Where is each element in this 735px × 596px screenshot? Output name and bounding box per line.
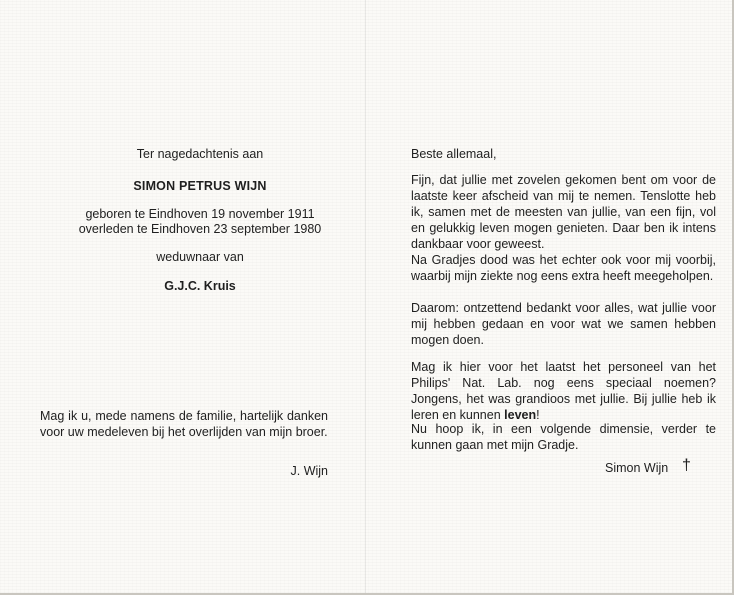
paragraph-philips	[411, 359, 716, 423]
widower-line: weduwnaar van	[156, 250, 244, 264]
paragraph-thanks: Daarom: ontzettend bedankt voor alles, wat jullie voor mij hebben gedaan en voor wat we samen hebben mogen doen.	[411, 301, 716, 347]
thanks-text: Mag ik u, mede namens de familie, hartelijk danken voor uw medeleven bij het overlijden van mijn broer.	[40, 409, 328, 439]
deceased-name: SIMON PETRUS WIJN	[133, 179, 267, 193]
death-line: overleden te Eindhoven 23 september 1980	[78, 222, 322, 236]
greeting: Beste allemaal,	[411, 147, 497, 161]
paragraph-farewell: Fijn, dat jullie met zovelen gekomen bent om voor de laatste keer afscheid van mij te nemen. Tenslotte heb ik, samen met de meesten van jullie, van een fijn, vol en gelukkig leven mogen genieten. Daar ben ik intens dankbaar voor geweest.	[411, 173, 716, 251]
birth-line: geboren te Eindhoven 19 november 1911	[85, 207, 315, 221]
paragraph-hope: Nu hoop ik, in een volgende dimensie, verder te kunnen gaan met mijn Gradje.	[411, 422, 716, 452]
right-signature: Simon Wijn	[605, 461, 669, 475]
paragraph-philips-text: Mag ik hier voor het laatst het personeel van het Philips' Nat. Lab. nog eens speciaal noemen? Jongens, het was grandioos met jullie. Bij jullie heb ik leren en kunnen	[411, 360, 716, 422]
card-fold	[365, 0, 366, 593]
paragraph-illness: Na Gradjes dood was het echter ook voor mij voorbij, waarbij mijn ziekte nog eens extra heeft meegeholpen.	[411, 253, 716, 283]
emphasized-word: leven	[504, 408, 537, 422]
paragraph-philips-end: !	[536, 408, 540, 422]
cross-icon: †	[682, 457, 691, 474]
memory-heading: Ter nagedachtenis aan	[136, 147, 264, 161]
left-signature: J. Wijn	[290, 464, 328, 478]
spouse-name: G.J.C. Kruis	[164, 279, 236, 293]
